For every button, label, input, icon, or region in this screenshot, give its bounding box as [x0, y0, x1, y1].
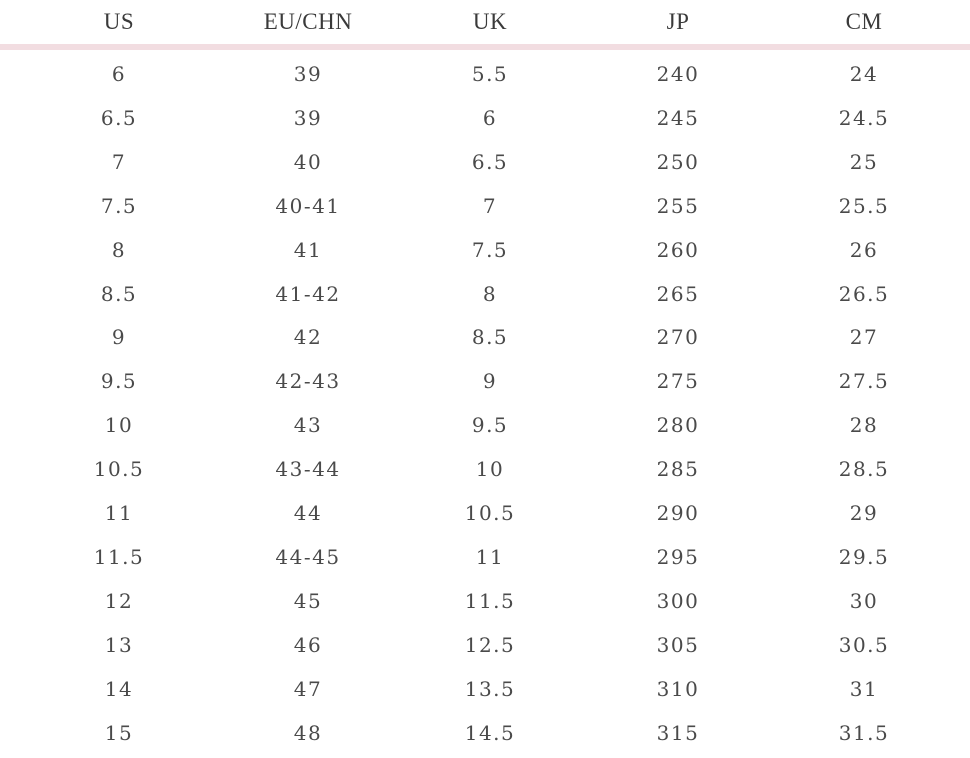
table-row — [0, 403, 970, 447]
table-cell-us: 7.5 — [100, 193, 138, 218]
table-cell-us: 11.5 — [93, 544, 145, 569]
table-cell-jp: 290 — [656, 501, 700, 525]
table-cell-uk: 10.5 — [464, 501, 516, 525]
table-cell-cm: 29 — [849, 501, 879, 525]
table-row — [0, 711, 970, 755]
table-cell-us: 10 — [104, 413, 134, 438]
table-cell-cm: 26.5 — [838, 281, 890, 306]
table-cell-uk: 8.5 — [471, 325, 509, 350]
table-cell-eu-chn: 43-44 — [275, 457, 341, 482]
table-cell-jp: 295 — [656, 544, 700, 569]
table-cell-uk: 7 — [482, 193, 498, 218]
table-cell-us: 6.5 — [100, 105, 138, 130]
table-cell-cm: 24 — [849, 62, 879, 86]
table-cell-jp: 255 — [656, 193, 700, 218]
table-row — [0, 535, 970, 579]
table-cell-jp: 280 — [656, 413, 700, 438]
table-cell-jp: 245 — [656, 105, 700, 130]
table-header-row — [0, 0, 970, 44]
table-cell-cm: 26 — [849, 237, 879, 262]
table-cell-eu-chn: 43 — [293, 413, 323, 438]
table-cell-uk: 11.5 — [464, 588, 516, 613]
table-cell-cm: 24.5 — [838, 105, 890, 130]
table-row — [0, 579, 970, 623]
table-row — [0, 52, 970, 96]
column-header-cm: CM — [845, 9, 883, 34]
table-cell-us: 8 — [111, 237, 127, 262]
table-row — [0, 228, 970, 272]
table-cell-jp: 275 — [656, 369, 700, 394]
table-cell-us: 11 — [104, 501, 134, 525]
table-cell-jp: 265 — [656, 281, 700, 306]
table-cell-uk: 5.5 — [471, 62, 509, 86]
column-header-us: US — [103, 9, 135, 34]
table-cell-us: 13 — [104, 632, 134, 657]
table-row — [0, 667, 970, 711]
table-row — [0, 623, 970, 667]
table-cell-jp: 300 — [656, 588, 700, 613]
table-cell-jp: 270 — [656, 325, 700, 350]
table-cell-uk: 14.5 — [464, 720, 516, 745]
table-cell-uk: 8 — [482, 281, 498, 306]
table-cell-us: 10.5 — [93, 457, 145, 482]
table-cell-eu-chn: 39 — [293, 105, 323, 130]
table-row — [0, 272, 970, 316]
table-cell-uk: 6 — [482, 105, 498, 130]
table-cell-cm: 28 — [849, 413, 879, 438]
table-cell-uk: 10 — [475, 457, 505, 482]
table-row — [0, 315, 970, 359]
table-cell-cm: 25 — [849, 149, 879, 174]
table-cell-eu-chn: 44-45 — [275, 544, 341, 569]
table-cell-jp: 285 — [656, 457, 700, 482]
table-cell-uk: 12.5 — [464, 632, 516, 657]
table-cell-jp: 250 — [656, 149, 700, 174]
table-cell-cm: 27 — [849, 325, 879, 350]
table-cell-eu-chn: 48 — [293, 720, 323, 745]
table-cell-eu-chn: 41 — [293, 237, 323, 262]
table-cell-cm: 31.5 — [838, 720, 890, 745]
table-cell-eu-chn: 39 — [293, 62, 323, 86]
table-cell-cm: 28.5 — [838, 457, 890, 482]
table-cell-jp: 310 — [656, 676, 700, 701]
table-cell-jp: 240 — [656, 62, 700, 86]
table-cell-cm: 25.5 — [838, 193, 890, 218]
column-header-uk: UK — [472, 9, 508, 34]
table-cell-us: 8.5 — [100, 281, 138, 306]
table-cell-cm: 30.5 — [838, 632, 890, 657]
table-cell-cm: 27.5 — [838, 369, 890, 394]
table-cell-eu-chn: 41-42 — [275, 281, 341, 306]
column-header-jp: JP — [666, 9, 690, 34]
table-cell-eu-chn: 40 — [293, 149, 323, 174]
table-cell-cm: 31 — [849, 676, 879, 701]
column-header-eu-chn: EU/CHN — [263, 9, 353, 34]
table-cell-uk: 9 — [482, 369, 498, 394]
table-cell-us: 9.5 — [100, 369, 138, 394]
table-cell-us: 7 — [111, 149, 127, 174]
table-cell-cm: 29.5 — [838, 544, 890, 569]
table-cell-uk: 9.5 — [471, 413, 509, 438]
table-cell-cm: 30 — [849, 588, 879, 613]
table-cell-uk: 11 — [475, 544, 505, 569]
table-cell-uk: 7.5 — [471, 237, 509, 262]
table-cell-jp: 305 — [656, 632, 700, 657]
table-cell-eu-chn: 46 — [293, 632, 323, 657]
table-cell-eu-chn: 47 — [293, 676, 323, 701]
table-cell-us: 9 — [111, 325, 127, 350]
table-cell-eu-chn: 42 — [293, 325, 323, 350]
table-cell-eu-chn: 40-41 — [275, 193, 341, 218]
table-row — [0, 140, 970, 184]
table-cell-uk: 6.5 — [471, 149, 509, 174]
table-cell-eu-chn: 42-43 — [275, 369, 341, 394]
table-row — [0, 491, 970, 535]
table-row — [0, 447, 970, 491]
table-cell-us: 12 — [104, 588, 134, 613]
table-cell-jp: 260 — [656, 237, 700, 262]
table-cell-uk: 13.5 — [464, 676, 516, 701]
table-cell-eu-chn: 44 — [293, 501, 323, 525]
table-cell-us: 6 — [111, 62, 127, 86]
table-cell-eu-chn: 45 — [293, 588, 323, 613]
table-row — [0, 359, 970, 403]
table-row — [0, 184, 970, 228]
table-cell-us: 15 — [104, 720, 134, 745]
table-cell-us: 14 — [104, 676, 134, 701]
table-row — [0, 96, 970, 140]
header-divider — [0, 44, 970, 50]
table-cell-jp: 315 — [656, 720, 700, 745]
